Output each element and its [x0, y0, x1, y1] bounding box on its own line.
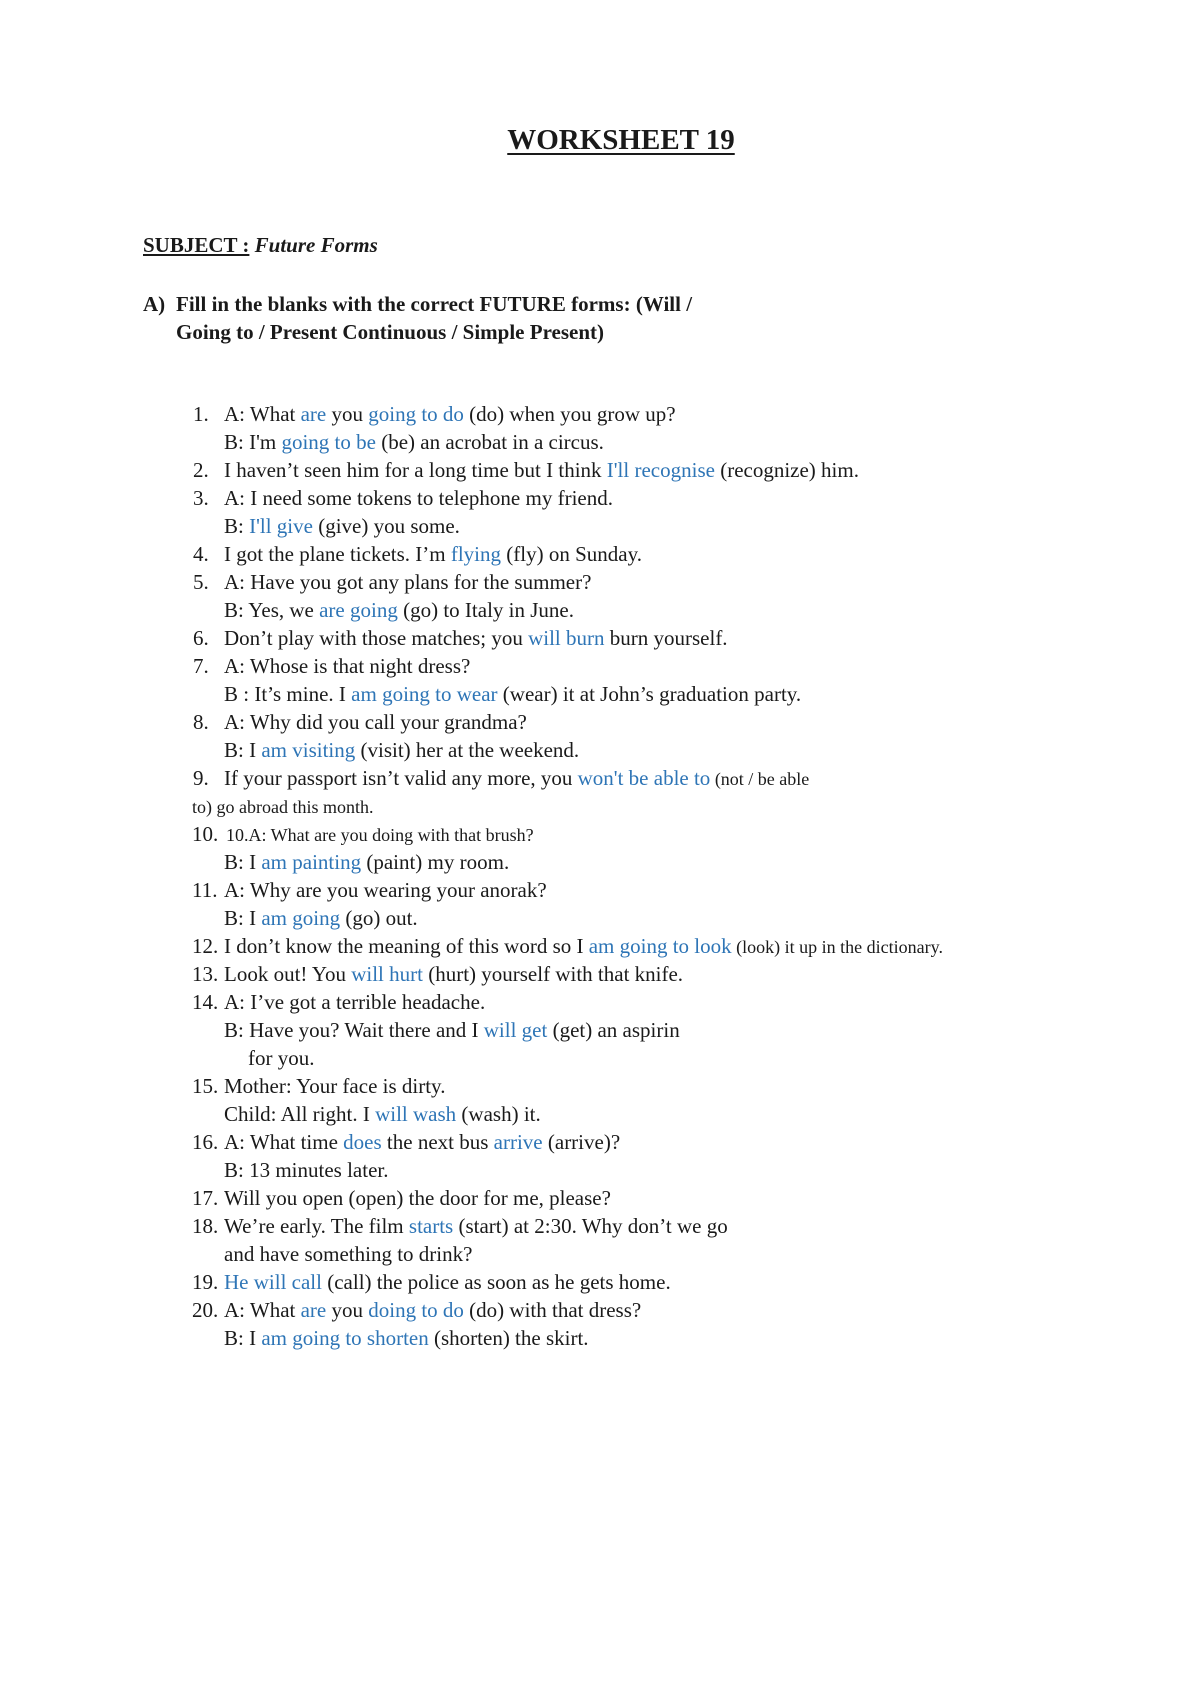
prompt-text: A: Why are you wearing your anorak?: [224, 878, 547, 902]
answer-text: am going to look: [588, 934, 732, 958]
prompt-text: B: Yes, we: [224, 598, 320, 622]
prompt-text: burn yourself.: [604, 626, 728, 650]
exercise-text: [224, 1156, 388, 1184]
exercise-text: [192, 792, 373, 821]
prompt-text: the next bus: [381, 1130, 494, 1154]
exercise-text: [224, 1324, 589, 1352]
prompt-text: Look out! You: [224, 962, 352, 986]
answer-text: will get: [483, 1018, 548, 1042]
prompt-text: (shorten) the skirt.: [428, 1326, 589, 1350]
prompt-text: B: I: [224, 738, 262, 762]
answer-text: going to do: [368, 402, 464, 426]
exercise-text: [224, 736, 579, 764]
exercise-text: [224, 1240, 472, 1268]
section-a-marker: A): [143, 292, 166, 316]
exercise-number: 13.: [192, 962, 219, 986]
prompt-text: A: Have you got any plans for the summer?: [224, 570, 592, 594]
exercise-number: 20.: [192, 1298, 219, 1322]
answer-text: I'll recognise: [606, 458, 715, 482]
prompt-text: for you.: [248, 1046, 315, 1070]
answer-text: are going: [319, 598, 398, 622]
exercise-text: [224, 1268, 671, 1296]
exercise-number: 7.: [193, 654, 209, 678]
prompt-text: (give) you some.: [312, 514, 460, 538]
prompt-text: A: I’ve got a terrible headache.: [224, 990, 486, 1014]
prompt-text: B: I: [224, 906, 262, 930]
answer-text: am going to shorten: [261, 1326, 429, 1350]
exercise-text: [224, 540, 642, 568]
prompt-text: B: I: [224, 1326, 262, 1350]
exercise-number: 11.: [192, 878, 218, 902]
prompt-text: B: 13 minutes later.: [224, 1158, 389, 1182]
answer-text: will hurt: [351, 962, 423, 986]
exercise-number: 5.: [193, 570, 209, 594]
exercise-number: 9.: [193, 766, 209, 790]
prompt-text-small: (not / be able: [710, 769, 810, 789]
exercise-number: 14.: [192, 990, 219, 1014]
prompt-text: We’re early. The film: [224, 1214, 409, 1238]
exercise-text: [224, 1016, 680, 1044]
exercise-text: [226, 820, 534, 849]
prompt-text: (call) the police as soon as he gets home.: [321, 1270, 671, 1294]
exercise-text: [224, 652, 470, 680]
answer-text: flying: [450, 542, 502, 566]
prompt-text-small: to) go abroad this month.: [192, 797, 374, 817]
answer-text: arrive: [493, 1130, 543, 1154]
exercise-text: [224, 848, 509, 876]
prompt-text: (wash) it.: [456, 1102, 541, 1126]
page-title: WORKSHEET 19: [507, 124, 735, 156]
prompt-text: B: Have you? Wait there and I: [224, 1018, 484, 1042]
prompt-text: B: I'm: [224, 430, 282, 454]
exercise-text: [224, 568, 591, 596]
prompt-text: B: I: [224, 850, 262, 874]
answer-text: does: [343, 1130, 382, 1154]
prompt-text: A: What: [224, 402, 301, 426]
prompt-text: Will you open (open) the door for me, please?: [224, 1186, 611, 1210]
prompt-text: (wear) it at John’s graduation party.: [497, 682, 802, 706]
exercise-number: 4.: [193, 542, 209, 566]
exercise-number: 19.: [192, 1270, 219, 1294]
exercise-text: [224, 1072, 445, 1100]
exercise-text: [224, 400, 676, 428]
exercise-text: [224, 764, 809, 793]
prompt-text: I got the plane tickets. I’m: [224, 542, 451, 566]
exercise-text: [224, 960, 683, 988]
answer-text: He will call: [224, 1270, 322, 1294]
answer-text: are: [300, 1298, 327, 1322]
prompt-text: (fly) on Sunday.: [501, 542, 642, 566]
prompt-text: you: [326, 402, 369, 426]
prompt-text: (visit) her at the weekend.: [355, 738, 580, 762]
exercise-text: [224, 904, 418, 932]
prompt-text: (do) when you grow up?: [463, 402, 676, 426]
prompt-text: (recognize) him.: [714, 458, 859, 482]
subject-label: SUBJECT :: [143, 233, 250, 257]
instruction-text: Fill in the blanks with the correct FUTURE forms: (Will / Going to / Present Continuous / Simple Present): [176, 292, 693, 344]
exercise-number: 10.: [192, 822, 219, 846]
answer-text: are: [300, 402, 327, 426]
exercise-text: [248, 1044, 315, 1072]
answer-text: won't be able to: [577, 766, 711, 790]
exercise-text: [224, 1128, 620, 1156]
prompt-text: B : It’s mine. I: [224, 682, 352, 706]
answer-text: going to be: [281, 430, 376, 454]
answer-text: will wash: [375, 1102, 457, 1126]
exercise-text: [224, 1184, 611, 1212]
prompt-text: If your passport isn’t valid any more, you: [224, 766, 578, 790]
exercise-text: [224, 680, 801, 708]
exercise-text: [224, 988, 485, 1016]
prompt-text: Mother: Your face is dirty.: [224, 1074, 446, 1098]
answer-text: am visiting: [261, 738, 356, 762]
prompt-text: you: [326, 1298, 369, 1322]
prompt-text: (start) at 2:30. Why don’t we go: [453, 1214, 728, 1238]
exercise-number: 18.: [192, 1214, 219, 1238]
subject-topic: Future Forms: [254, 233, 378, 257]
answer-text: will burn: [528, 626, 605, 650]
prompt-text: (hurt) yourself with that knife.: [422, 962, 684, 986]
prompt-text: A: Whose is that night dress?: [224, 654, 471, 678]
prompt-text: Child: All right. I: [224, 1102, 376, 1126]
prompt-text: (go) out.: [340, 906, 418, 930]
exercise-number: 1.: [193, 402, 209, 426]
prompt-text: Don’t play with those matches; you: [224, 626, 529, 650]
exercise-number: 15.: [192, 1074, 219, 1098]
prompt-text: I don’t know the meaning of this word so I: [224, 934, 589, 958]
prompt-text: A: What: [224, 1298, 301, 1322]
prompt-text: A: What time: [224, 1130, 344, 1154]
prompt-text: (do) with that dress?: [463, 1298, 642, 1322]
prompt-text: A: I need some tokens to telephone my friend.: [224, 486, 613, 510]
exercise-text: [224, 932, 943, 961]
prompt-text-small: 10.A: What are you doing with that brush?: [226, 825, 534, 845]
exercise-text: [224, 596, 574, 624]
exercise-text: [224, 1296, 641, 1324]
subject-line: [143, 233, 378, 258]
exercise-text: [224, 484, 613, 512]
exercise-number: 8.: [193, 710, 209, 734]
exercise-text: [224, 428, 604, 456]
exercise-text: [224, 512, 460, 540]
exercise-text: [224, 1100, 541, 1128]
prompt-text: (be) an acrobat in a circus.: [375, 430, 604, 454]
prompt-text: B:: [224, 514, 250, 538]
prompt-text: I haven’t seen him for a long time but I think: [224, 458, 607, 482]
prompt-text-small: (look) it up in the dictionary.: [731, 937, 943, 957]
section-a-instruction: [143, 290, 736, 346]
prompt-text: (get) an aspirin: [547, 1018, 680, 1042]
answer-text: I'll give: [249, 514, 313, 538]
exercise-text: [224, 456, 859, 484]
exercise-number: 12.: [192, 934, 219, 958]
answer-text: am painting: [261, 850, 362, 874]
exercise-number: 6.: [193, 626, 209, 650]
prompt-text: (arrive)?: [542, 1130, 621, 1154]
prompt-text: A: Why did you call your grandma?: [224, 710, 527, 734]
prompt-text: (paint) my room.: [361, 850, 510, 874]
exercise-number: 2.: [193, 458, 209, 482]
answer-text: am going: [261, 906, 341, 930]
exercise-number: 17.: [192, 1186, 219, 1210]
prompt-text: (go) to Italy in June.: [397, 598, 574, 622]
exercise-text: [224, 708, 527, 736]
answer-text: starts: [408, 1214, 454, 1238]
exercise-number: 16.: [192, 1130, 219, 1154]
exercise-text: [224, 624, 728, 652]
exercise-text: [224, 876, 547, 904]
answer-text: am going to wear: [351, 682, 498, 706]
exercise-number: 3.: [193, 486, 209, 510]
prompt-text: and have something to drink?: [224, 1242, 473, 1266]
answer-text: doing to do: [368, 1298, 464, 1322]
exercise-text: [224, 1212, 728, 1240]
